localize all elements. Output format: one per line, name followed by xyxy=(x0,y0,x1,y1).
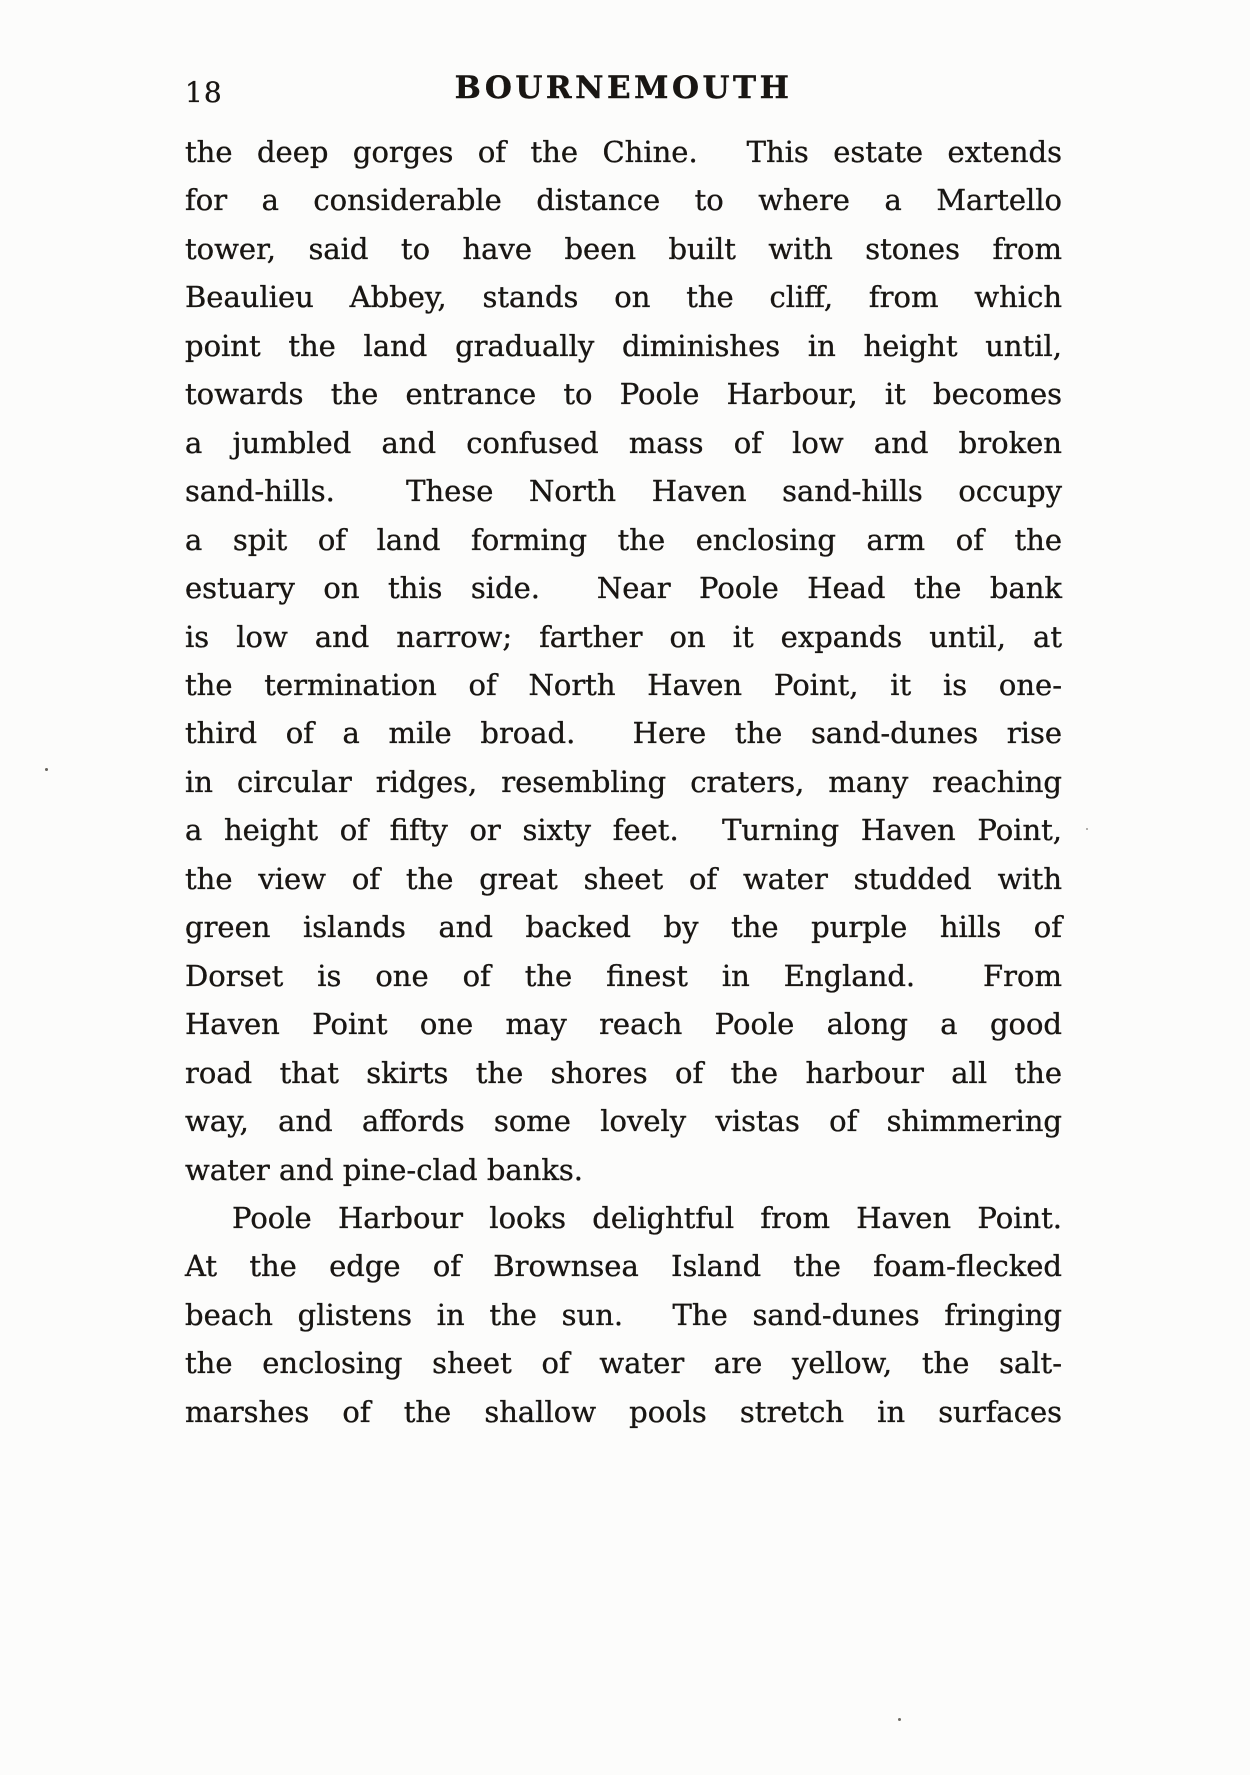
body-text xyxy=(185,128,1062,1436)
text-line: beach glistens in the sun. The sand-dunes fringing xyxy=(185,1297,1062,1332)
text-line: a height of fifty or sixty feet. Turning Haven Point, xyxy=(185,813,1062,848)
text-line: road that skirts the shores of the harbour all the xyxy=(185,1055,1062,1090)
text-line: Dorset is one of the finest in England. From xyxy=(185,958,1062,993)
text-line: point the land gradually diminishes in height until, xyxy=(185,328,1062,363)
text-line: a spit of land forming the enclosing arm of the xyxy=(185,522,1062,557)
scan-speck xyxy=(898,1718,901,1721)
page-title: BOURNEMOUTH xyxy=(454,70,793,106)
text-line: the enclosing sheet of water are yellow, the salt- xyxy=(185,1346,1062,1381)
text-line: third of a mile broad. Here the sand-dunes rise xyxy=(185,716,1062,751)
scan-speck xyxy=(1086,828,1088,830)
text-line: towards the entrance to Poole Harbour, it becomes xyxy=(185,377,1062,412)
text-line-paragraph-start: Poole Harbour looks delightful from Haven Point. xyxy=(232,1200,1062,1235)
text-line: for a considerable distance to where a Martello xyxy=(185,183,1062,218)
text-line: the deep gorges of the Chine. This estate extends xyxy=(185,135,1062,169)
page-number: 18 xyxy=(185,76,223,109)
text-line: marshes of the shallow pools stretch in surfaces xyxy=(185,1394,1062,1429)
text-line: the view of the great sheet of water studded with xyxy=(185,861,1062,896)
text-line: the termination of North Haven Point, it is one- xyxy=(185,667,1062,702)
text-line: estuary on this side. Near Poole Head the bank xyxy=(185,571,1062,606)
scan-speck xyxy=(45,768,48,771)
text-line: sand-hills. These North Haven sand-hills occupy xyxy=(185,474,1062,509)
text-line: Haven Point one may reach Poole along a good xyxy=(185,1007,1062,1042)
text-line: Beaulieu Abbey, stands on the cliff, from which xyxy=(185,280,1062,315)
text-line: a jumbled and confused mass of low and broken xyxy=(185,425,1062,460)
text-line: green islands and backed by the purple hills of xyxy=(185,910,1062,945)
text-line: way, and affords some lovely vistas of shimmering xyxy=(185,1104,1062,1139)
text-line: in circular ridges, resembling craters, many reaching xyxy=(185,764,1062,799)
text-line: is low and narrow; farther on it expands until, at xyxy=(185,619,1062,654)
text-line: tower, said to have been built with stones from xyxy=(185,231,1062,266)
text-line: At the edge of Brownsea Island the foam-flecked xyxy=(185,1249,1062,1284)
page-header xyxy=(185,70,1062,114)
text-line: water and pine-clad banks. xyxy=(185,1152,584,1187)
